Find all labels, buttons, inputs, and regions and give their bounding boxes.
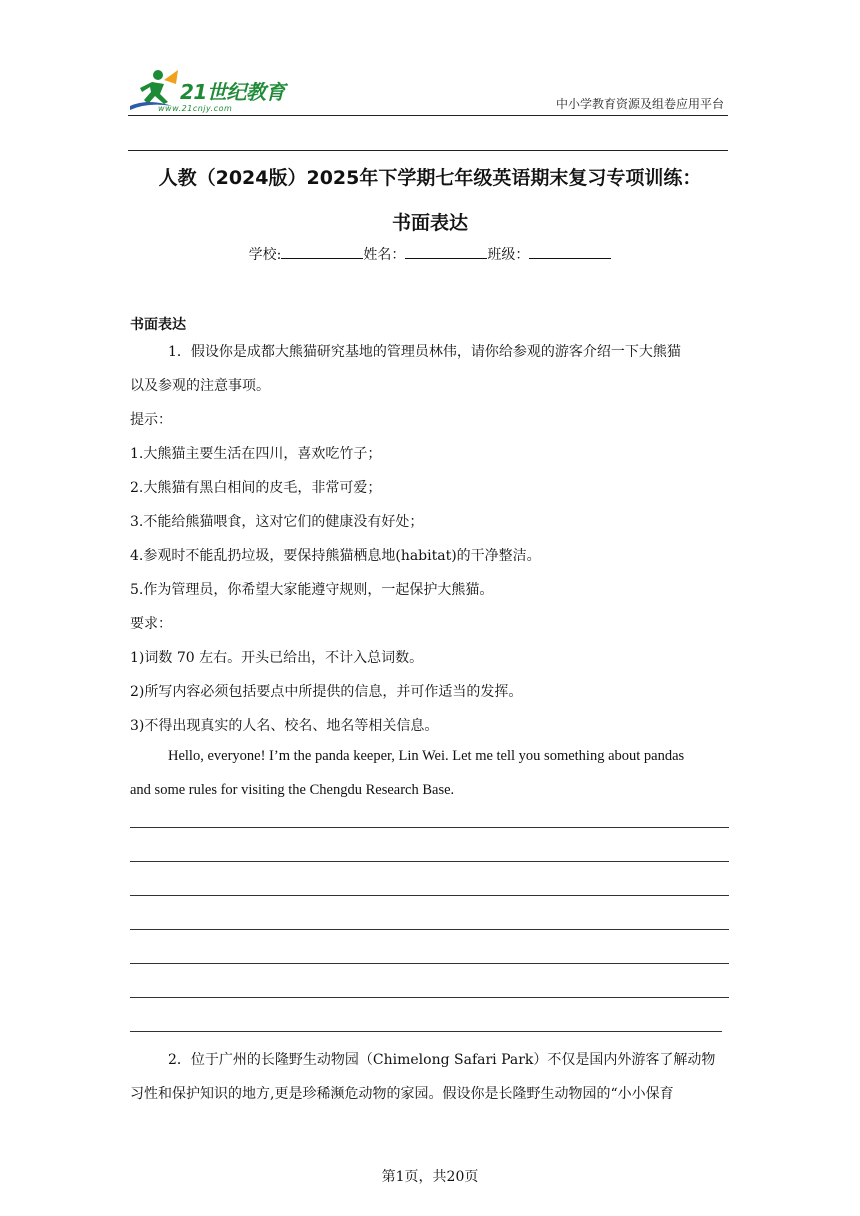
title-divider: [128, 150, 728, 151]
page-footer: 第1页，共20页: [381, 1169, 479, 1185]
doc-title-line1: 人教（2024版）2025年下学期七年级英语期末复习专项训练：: [158, 167, 702, 189]
school-label: 学校:: [248, 247, 282, 263]
q1-prompt-line1: 1．假设你是成都大熊猫研究基地的管理员林伟，请你给参观的游客介绍一下大熊猫: [168, 344, 681, 360]
doc-title-line2: 书面表达: [391, 212, 468, 234]
name-label: 姓名：: [363, 247, 406, 263]
header-divider: [128, 115, 728, 116]
q2-prompt-line2: 习性和保护知识的地方,更是珍稀濒危动物的家园。假设你是长隆野生动物园的“小小保育: [130, 1086, 674, 1102]
page-header: [128, 66, 728, 116]
q1-req-label: 要求：: [130, 616, 172, 632]
q1-hint-4: 4.参观时不能乱扔垃圾，要保持熊猫栖息地(habitat)的干净整洁。: [130, 548, 541, 564]
logo: [128, 66, 298, 116]
q1-prompt-line2: 以及参观的注意事项。: [130, 378, 270, 394]
q1-hint-5: 5.作为管理员，你希望大家能遵守规则，一起保护大熊猫。: [130, 582, 494, 598]
answer-line[interactable]: [130, 929, 729, 930]
answer-line[interactable]: [130, 895, 729, 896]
logo-url-text: www.21cnjy.com: [158, 104, 233, 113]
q1-req-2: 2)所写内容必须包括要点中所提供的信息，并可作适当的发挥。: [130, 684, 523, 700]
q1-req-1: 1)词数 70 左右。开头已给出，不计入总词数。: [130, 650, 424, 666]
q1-hint-2: 2.大熊猫有黑白相间的皮毛，非常可爱；: [130, 480, 382, 496]
logo-brand-text: 21世纪教育: [180, 80, 285, 104]
q1-hint-label: 提示：: [130, 412, 172, 428]
answer-line[interactable]: [130, 963, 729, 964]
q2-prompt-line1: 2．位于广州的长隆野生动物园（Chimelong Safari Park）不仅是国内外游客了解动物: [168, 1052, 716, 1068]
section-title: 书面表达: [130, 317, 186, 333]
name-blank[interactable]: [405, 244, 487, 259]
answer-line[interactable]: [130, 827, 729, 828]
class-label: 班级：: [487, 247, 530, 263]
platform-name: 中小学教育资源及组卷应用平台: [555, 97, 724, 111]
q1-start-line2: and some rules for visiting the Chengdu Research Base.: [130, 782, 455, 798]
q1-hint-3: 3.不能给熊猫喂食，这对它们的健康没有好处；: [130, 514, 424, 530]
q1-start-line1: Hello, everyone! I’m the panda keeper, Lin Wei. Let me tell you something about pandas: [168, 748, 685, 764]
class-blank[interactable]: [529, 244, 611, 259]
answer-line[interactable]: [130, 1031, 722, 1032]
school-blank[interactable]: [281, 244, 363, 259]
student-info-row: [0, 244, 860, 264]
answer-line[interactable]: [130, 997, 729, 998]
q1-req-3: 3)不得出现真实的人名、校名、地名等相关信息。: [130, 718, 439, 734]
q1-hint-1: 1.大熊猫主要生活在四川，喜欢吃竹子；: [130, 446, 382, 462]
answer-line[interactable]: [130, 861, 729, 862]
